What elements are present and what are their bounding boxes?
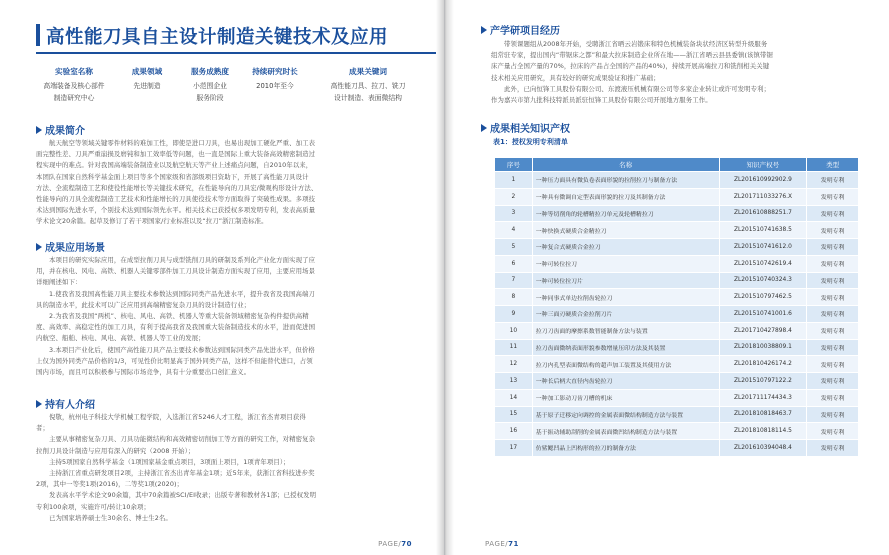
paragraph-line: 带领课题组从2008年开始，受聘浙江省晒云岩锻床和特色机械装备块状经济区转型升级服务 xyxy=(504,40,768,48)
section-heading xyxy=(481,22,886,35)
paragraph-line: 3.本项目产业化后，使国产高性能刀具产品主要技术参数达到国际同类产品先进水平，但价格 xyxy=(49,345,315,354)
attribute-value: 高端装备及核心部件 xyxy=(43,82,105,90)
section-heading-text: 成果应用场景 xyxy=(45,243,105,254)
cell-patent-number: ZL201510741612.0 xyxy=(719,239,807,256)
cell-index: 7 xyxy=(495,272,533,289)
paragraph-line: 程实现中的难点。针对我国高端装备制造业以及航空航天等产业上述痛点问题，自2010年以来， xyxy=(36,161,313,170)
attribute-duration xyxy=(242,66,308,92)
paragraph-line: 用，并在核电、风电、高铁、机器人关键零部件加工刀具设计制造方面实现了应用，主要应用场景 xyxy=(36,267,316,276)
paragraph-line: 术达到国际先进水平，个别技术达到国际领先水平。相关技术已获授权多项发明专利，发表高质量 xyxy=(36,206,316,215)
attribute-value: 高性能刀具、拉刀、铣刀 xyxy=(330,82,406,90)
cell-patent-name: 基于原子迁移定向调控的金属表面微结构制造方法与装置 xyxy=(532,406,719,423)
cell-patent-number: ZL201711033276.X xyxy=(719,188,807,205)
patent-table xyxy=(494,157,859,457)
column-header: 类型 xyxy=(807,158,859,172)
cell-patent-name: 一种具有微调自定型表面形貌的拉刀及其制备方法 xyxy=(532,188,719,205)
cell-patent-name: 一种可转位拉刀片 xyxy=(532,272,719,289)
paragraph-line: 床产量占全国产量的70%，拉床的产品占全国的产品的40%)，持续开展高端拉刀和铣削相关关键 xyxy=(491,62,770,71)
cell-patent-name: 一种可转位拉刀 xyxy=(532,255,719,272)
cell-patent-type: 发明专利 xyxy=(807,239,859,256)
attribute-field xyxy=(116,66,178,92)
cell-patent-type: 发明专利 xyxy=(807,272,859,289)
paragraph-line: 性能导向的刀具全流程制造工艺技术和性能增长的刀具使役技术等方面取得了突破性成果。多项技 xyxy=(36,195,316,204)
attribute-key: 服务成熟度 xyxy=(191,67,229,76)
cell-patent-number: ZL201510741638.5 xyxy=(719,222,807,239)
column-header: 知识产权号 xyxy=(719,158,807,172)
patent-table-body xyxy=(495,172,859,457)
section-ip xyxy=(481,120,570,147)
cell-index: 10 xyxy=(495,322,533,339)
paragraph-line: 倪敬，杭州电子科技大学机械工程学院，入选浙江省5246人才工程，浙江省杰青项目获得 xyxy=(49,413,306,421)
cell-patent-number: ZL201711174434.3 xyxy=(719,389,807,406)
cell-index: 13 xyxy=(495,373,533,390)
cell-index: 2 xyxy=(495,188,533,205)
left-page xyxy=(0,0,444,555)
paragraph-line: 航天航空等领域关键零件材料的难加工性，即使是进口刀具，也易出现加工硬化严重、加工表 xyxy=(49,139,316,147)
triangle-bullet-icon xyxy=(36,243,42,251)
table-caption: 表1：授权发明专利清单 xyxy=(493,138,568,146)
cell-patent-name: 一种等切削角的轮槽精拉刀单元及轮槽精拉刀 xyxy=(532,205,719,222)
table-row xyxy=(495,440,859,457)
cell-index: 12 xyxy=(495,356,533,373)
table-row xyxy=(495,239,859,256)
section-heading-text: 产学研项目经历 xyxy=(490,26,560,37)
cell-index: 16 xyxy=(495,423,533,440)
page-number-right xyxy=(485,540,519,548)
cell-patent-number: ZL201810818463.7 xyxy=(719,406,807,423)
section-heading-text: 成果简介 xyxy=(45,126,85,137)
table-row xyxy=(495,306,859,323)
cell-patent-number: ZL201810038809.1 xyxy=(719,339,807,356)
triangle-bullet-icon xyxy=(36,400,42,408)
section-holder xyxy=(36,396,438,524)
cell-patent-number: ZL201510797122.2 xyxy=(719,373,807,390)
section-intro xyxy=(36,122,438,228)
cell-index: 3 xyxy=(495,205,533,222)
paragraph-line: 已为国家培养硕士生30余名、博士生2名。 xyxy=(49,513,172,522)
cell-patent-type: 发明专利 xyxy=(807,356,859,373)
section-research xyxy=(481,22,886,106)
paragraph-line: 主要从事精密复杂刀具、刀具功能微结构和高效精密切削加工等方面的研究工作，对精密复杂 xyxy=(49,435,316,444)
cell-patent-name: 一种同事式单边拉削齿轮拉刀 xyxy=(532,289,719,306)
attribute-key: 实验室名称 xyxy=(55,67,93,76)
section-heading-text: 成果相关知识产权 xyxy=(490,124,570,135)
cell-patent-type: 发明专利 xyxy=(807,423,859,440)
cell-index: 14 xyxy=(495,389,533,406)
cell-patent-name: 仿鲨鳃凹晶上凹构形的拉刀的制备方法 xyxy=(532,440,719,457)
attribute-value: 2010年至今 xyxy=(256,82,294,90)
paragraph-line: 者； xyxy=(36,424,49,433)
cell-patent-name: 一种复合式硬质合金拉刀 xyxy=(532,239,719,256)
paragraph-line: 面完整性差、刀具严重崩损及磨钝和加工效率低等问题，也一直是国际上重大装备高效精密制造过 xyxy=(36,150,316,159)
table-row xyxy=(495,188,859,205)
paragraph-line: 2项，其中一等奖1项(2016)，二等奖1项(2020)； xyxy=(36,480,184,489)
table-row xyxy=(495,322,859,339)
cell-patent-type: 发明专利 xyxy=(807,322,859,339)
table-row xyxy=(495,222,859,239)
cell-patent-number: ZL201610992902.9 xyxy=(719,172,807,189)
paragraph-line: 此外，已向恒锋工具股份有限公司、东渡液压机械有限公司等多家企业转让或许可发明专利； xyxy=(504,84,771,93)
table-header-row xyxy=(495,158,859,172)
table-row xyxy=(495,289,859,306)
paragraph-line: 详细阐述如下： xyxy=(36,278,82,287)
title-divider xyxy=(36,52,436,54)
cell-index: 6 xyxy=(495,255,533,272)
cell-patent-type: 发明专利 xyxy=(807,289,859,306)
attribute-value: 设计制造、表面微结构 xyxy=(334,94,402,102)
cell-index: 4 xyxy=(495,222,533,239)
cell-index: 5 xyxy=(495,239,533,256)
page-number-value: 71 xyxy=(508,540,519,548)
book-spine-shadow xyxy=(436,0,454,555)
cell-patent-type: 发明专利 xyxy=(807,373,859,390)
paragraph-line: 拉削刀具设计制造与应用有深入的研究（2008 开始）； xyxy=(36,446,195,455)
paragraph-line: 组常驻专家，提出国内“带锯床之都”和最大拉床制造企业所在地——浙江省晒云县县委镇(该镇带锯 xyxy=(491,51,774,60)
cell-patent-name: 一种三面刃硬质合金拉削刀片 xyxy=(532,306,719,323)
paragraph-line: 主持浙江省重点研发项目2项，主持浙江省杰出青年基金1项；近5年来，获浙江省科技进步奖 xyxy=(49,469,315,478)
table-row xyxy=(495,406,859,423)
table-row xyxy=(495,205,859,222)
cell-patent-type: 发明专利 xyxy=(807,339,859,356)
cell-index: 15 xyxy=(495,406,533,423)
section-heading xyxy=(481,120,570,133)
paragraph-line: 具的制造水平，此技术可以广泛应用到高端精密复杂刀具的设计制造行业； xyxy=(36,300,251,309)
paragraph-line: 技术相关应用研究，具有较好的研究成果验证和推广基础； xyxy=(491,73,660,82)
cell-patent-name: 拉刀刀齿面的摩擦系数智能制备方法与装置 xyxy=(532,322,719,339)
page-number-left xyxy=(378,540,412,548)
paragraph-line: 上仅为国外同类产品价格的1/3，可见性价比明显高于国外同类产品，这样不但能替代进口，占领 xyxy=(36,356,313,365)
title-accent-bar xyxy=(36,24,40,46)
cell-patent-number: ZL201510740324.3 xyxy=(719,272,807,289)
paragraph-line: 本项目的研究实际应用，在成型拉削刀具与成型铣削刀具的研制及系列化产业化方面实现了应 xyxy=(49,256,316,264)
triangle-bullet-icon xyxy=(481,26,487,34)
table-row xyxy=(495,356,859,373)
attribute-value: 服务阶段 xyxy=(196,94,224,102)
cell-patent-name: 一种长后柄大直径内齿轮拉刀 xyxy=(532,373,719,390)
cell-patent-type: 发明专利 xyxy=(807,255,859,272)
attribute-keywords xyxy=(316,66,420,104)
column-header: 序号 xyxy=(495,158,533,172)
cell-patent-number: ZL201510742619.4 xyxy=(719,255,807,272)
cell-patent-number: ZL201710427898.4 xyxy=(719,322,807,339)
cell-patent-number: ZL201510797462.5 xyxy=(719,289,807,306)
attribute-lab xyxy=(30,66,118,104)
section-heading xyxy=(36,239,438,252)
paragraph-line: 发表高水平学术论文90余篇，其中70余篇被SCI/EI收录；出版专著和教材各1部；已授权发明 xyxy=(49,491,317,500)
title-bar xyxy=(36,22,441,48)
cell-patent-type: 发明专利 xyxy=(807,205,859,222)
paragraph-line: 国内市场，而且可以积极参与国际市场竞争，具有十分重要出口创汇意义。 xyxy=(36,368,251,377)
cell-index: 9 xyxy=(495,306,533,323)
page-number-label: PAGE/ xyxy=(378,540,402,548)
cell-patent-name: 拉刀内孔型表面微结构的超声加工装置及其使用方法 xyxy=(532,356,719,373)
paragraph-line: 学术论文20余篇。起草及修订了若干项国家/行业标准以及“拉刀”浙江制造标准。 xyxy=(36,217,268,226)
triangle-bullet-icon xyxy=(36,126,42,134)
paragraph-line: 度、高效率、高稳定性的加工刀具，有利于提高我省及我国重大装备制造技术的水平，进而促进国 xyxy=(36,323,316,332)
cell-index: 17 xyxy=(495,440,533,457)
section-heading-text: 持有人介绍 xyxy=(45,400,95,411)
cell-patent-name: 一种加工影动刀齿刀槽的机床 xyxy=(532,389,719,406)
section-heading xyxy=(36,396,438,409)
paragraph-line: 作为嘉兴市第九批科技特派员派驻恒锋工具股份有限公司开展地方服务工作。 xyxy=(491,96,712,105)
paragraph-line: 本团队在国家自然科学基金面上项目等多个国家级和省部级项目资助下，开展了高性能刀具设计 xyxy=(36,172,309,181)
attribute-key: 成果领域 xyxy=(131,67,163,76)
attribute-value: 制造研究中心 xyxy=(53,94,95,102)
table-row xyxy=(495,423,859,440)
cell-patent-name: 基于振动辅助刮削的金属表面微凹结构制造方法与装置 xyxy=(532,423,719,440)
paragraph-line: 方法、全流程制造工艺和使役性能增长等关键技术研究，在性能导向的刀具宏/微观构形设计方法、 xyxy=(36,183,318,192)
paragraph-line: 专利100余项，实施许可/转让10余项； xyxy=(36,502,150,511)
cell-index: 8 xyxy=(495,289,533,306)
paragraph-line: 1.使我省及我国高性能刀具主要技术参数达到国际同类产品先进水平，提升我省及我国高端刀 xyxy=(49,289,315,298)
attribute-key: 持续研究时长 xyxy=(252,67,298,76)
table-row xyxy=(495,172,859,189)
section-application xyxy=(36,239,438,378)
page-title: 高性能刀具自主设计制造关键技术及应用 xyxy=(46,27,389,48)
cell-patent-type: 发明专利 xyxy=(807,172,859,189)
table-row xyxy=(495,339,859,356)
cell-index: 11 xyxy=(495,339,533,356)
cell-patent-type: 发明专利 xyxy=(807,306,859,323)
table-row xyxy=(495,373,859,390)
table-row xyxy=(495,272,859,289)
column-header: 名称 xyxy=(532,158,719,172)
cell-patent-number: ZL201810426174.2 xyxy=(719,356,807,373)
cell-patent-number: ZL201610394048.4 xyxy=(719,440,807,457)
cell-patent-type: 发明专利 xyxy=(807,440,859,457)
attribute-maturity xyxy=(178,66,242,104)
attribute-value: 先进制造 xyxy=(133,82,161,90)
table-row xyxy=(495,389,859,406)
cell-patent-name: 拉刀齿面微纳表面形貌参数增量压印方法及其装置 xyxy=(532,339,719,356)
page-number-label: PAGE/ xyxy=(485,540,509,548)
cell-patent-name: 一种压力面具有微负卷表面形貌的拉削拉刀与制备方法 xyxy=(532,172,719,189)
cell-patent-type: 发明专利 xyxy=(807,389,859,406)
page-number-value: 70 xyxy=(401,540,412,548)
paragraph-line: 主持5项国家自然科学基金（1项国家基金重点项目，3项面上项目，1项青年项目）； xyxy=(49,457,290,466)
cell-patent-number: ZL201510741001.6 xyxy=(719,306,807,323)
cell-patent-type: 发明专利 xyxy=(807,188,859,205)
cell-patent-type: 发明专利 xyxy=(807,222,859,239)
cell-patent-number: ZL201810818114.5 xyxy=(719,423,807,440)
paragraph-line: 2.为我省及我国“两机”、核电、风电、高铁、机器人等重大装备领域精密复杂构件提供高精 xyxy=(49,312,309,321)
triangle-bullet-icon xyxy=(481,124,487,132)
cell-index: 1 xyxy=(495,172,533,189)
attribute-key: 成果关键词 xyxy=(349,67,387,76)
section-heading xyxy=(36,122,438,135)
table-row xyxy=(495,255,859,272)
cell-patent-type: 发明专利 xyxy=(807,406,859,423)
paragraph-line: 内航空、船舶、核电、风电、高铁、机器人等工业的发展； xyxy=(36,334,205,343)
attribute-value: 小范围企业 xyxy=(193,82,227,90)
attribute-row xyxy=(30,66,434,106)
cell-patent-number: ZL201610888251.7 xyxy=(719,205,807,222)
cell-patent-name: 一种快换式硬质合金精拉刀 xyxy=(532,222,719,239)
